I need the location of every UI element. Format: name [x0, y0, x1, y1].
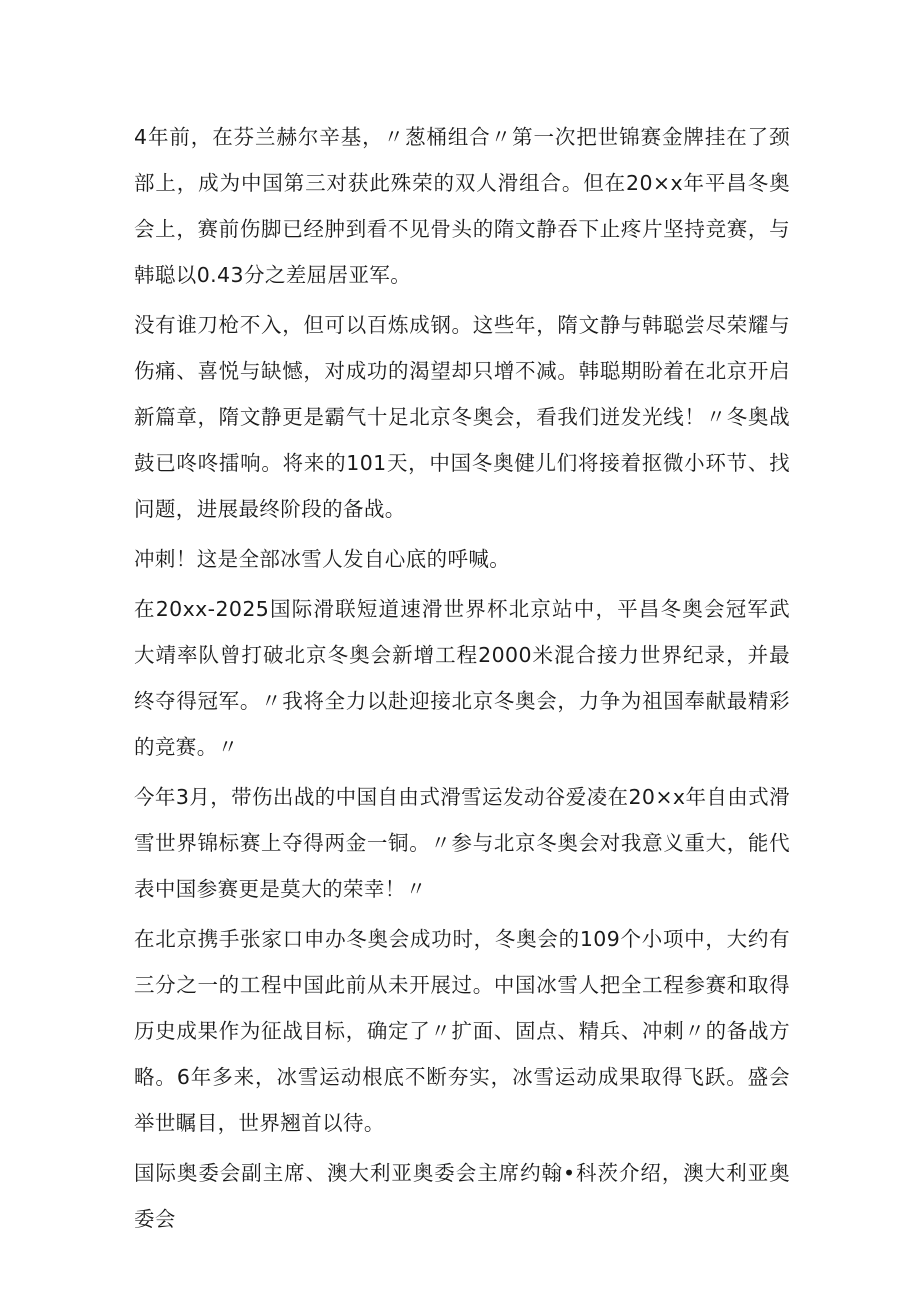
paragraph-4: 在20xx-2025国际滑联短道速滑世界杯北京站中，平昌冬奥会冠军武大靖率队曾打破北京冬奥会新增工程2000米混合接力世界纪录，并最终夺得冠军。〃我将全力以赴迎接北京冬奥会，力争为祖国奉献最精彩的竞赛。〃	[134, 597, 790, 759]
paragraph-1: 4年前，在芬兰赫尔辛基，〃葱桶组合〃第一次把世锦赛金牌挂在了颈部上，成为中国第三对获此殊荣的双人滑组合。但在20×x年平昌冬奥会上，赛前伤脚已经肿到看不见骨头的隋文静吞下止疼片坚持竞赛，与韩聪以0.43分之差屈居亚军。	[134, 125, 790, 287]
paragraph-3: 冲刺！这是全部冰雪人发自心底的呼喊。	[134, 547, 511, 571]
paragraph-7: 国际奥委会副主席、澳大利亚奥委会主席约翰•科茨介绍，澳大利亚奥委会	[134, 1161, 790, 1231]
paragraph-6: 在北京携手张家口申办冬奥会成功时，冬奥会的109个小项中，大约有三分之一的工程中国此前从未开展过。中国冰雪人把全工程参赛和取得历史成果作为征战目标，确定了〃扩面、固点、精兵、冲刺〃的备战方略。6年多来，冰雪运动根底不断夯实，冰雪运动成果取得飞跃。盛会举世瞩目，世界翘首以待。	[134, 927, 790, 1135]
paragraph-2: 没有谁刀枪不入，但可以百炼成钢。这些年，隋文静与韩聪尝尽荣耀与伤痛、喜悦与缺憾，对成功的渴望却只增不减。韩聪期盼着在北京开启新篇章，隋文静更是霸气十足北京冬奥会，看我们迸发光线！〃冬奥战鼓已咚咚擂响。将来的101天，中国冬奥健儿们将接着抠微小环节、找问题，进展最终阶段的备战。	[134, 313, 790, 521]
article-body	[134, 114, 790, 1246]
paragraph-5: 今年3月，带伤出战的中国自由式滑雪运发动谷爱凌在20×x年自由式滑雪世界锦标赛上夺得两金一铜。〃参与北京冬奥会对我意义重大，能代表中国参赛更是莫大的荣幸！〃	[134, 785, 790, 901]
